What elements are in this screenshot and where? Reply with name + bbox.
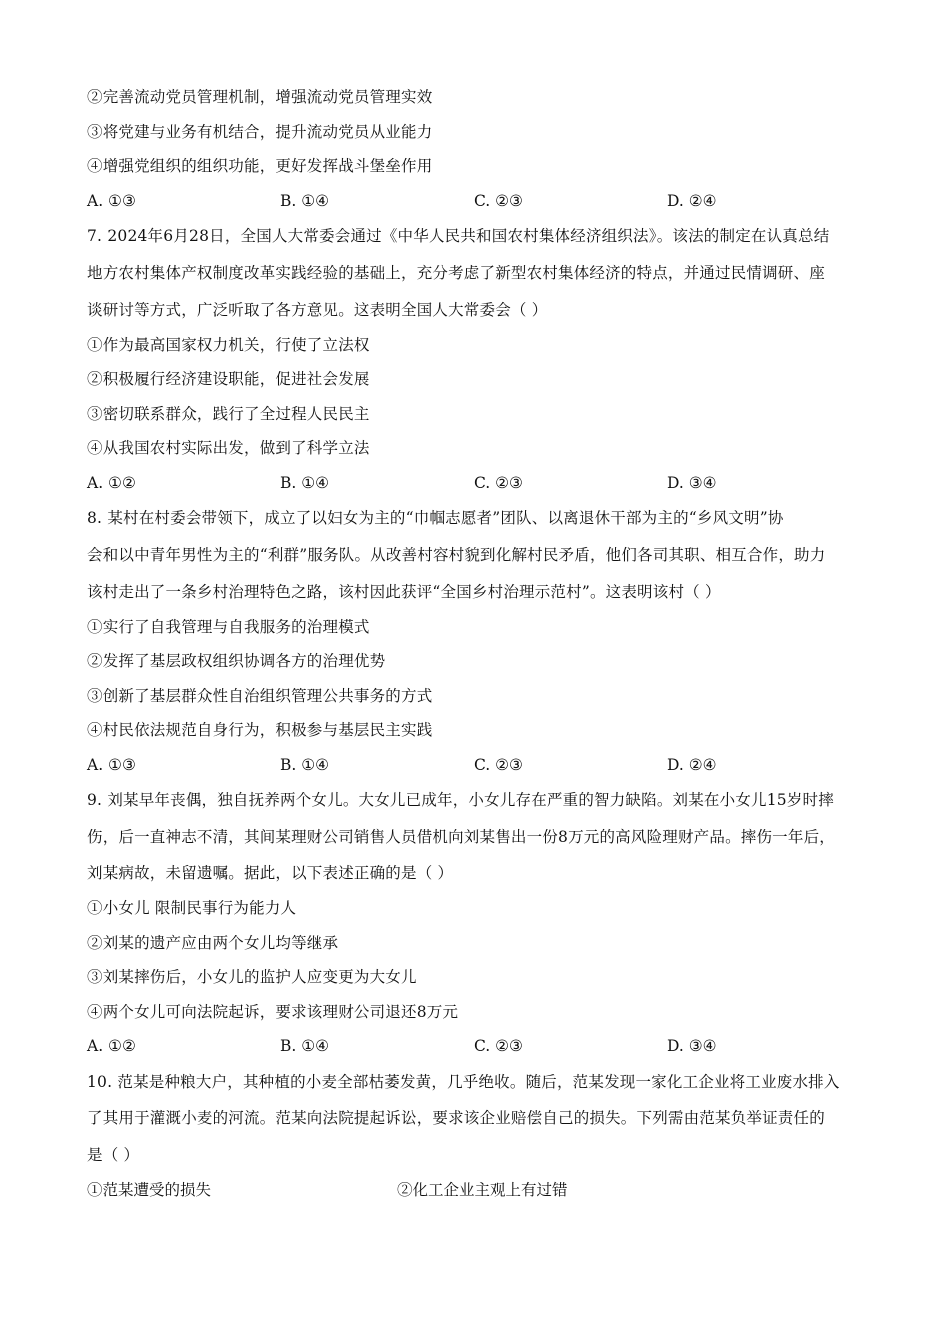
q9-option-3: ③刘某摔伤后，小女儿的监护人应变更为大女儿: [87, 968, 417, 986]
q7-stem-line-2: 地方农村集体产权制度改革实践经验的基础上，充分考虑了新型农村集体经济的特点，并通过民情调研、座: [87, 264, 825, 282]
q8-option-4: ④村民依法规范自身行为，积极参与基层民主实践: [87, 721, 433, 739]
q6-option-2: ②完善流动党员管理机制，增强流动党员管理实效: [87, 88, 433, 106]
q6-choice-b: B. ①④: [280, 192, 330, 210]
q8-choice-b: B. ①④: [280, 756, 330, 774]
q10-stem-line-2: 了其用于灌溉小麦的河流。范某向法院提起诉讼，要求该企业赔偿自己的损失。下列需由范某负举证责任的: [87, 1109, 825, 1127]
q9-option-2: ②刘某的遗产应由两个女儿均等继承: [87, 934, 339, 952]
q9-stem-line-2: 伤，后一直神志不清，其间某理财公司销售人员借机向刘某售出一份8万元的高风险理财产品。摔伤一年后，: [87, 828, 835, 846]
q10-option-1: ①范某遭受的损失: [87, 1181, 212, 1199]
q9-stem-line-1: 9. 刘某早年丧偶，独自抚养两个女儿。大女儿已成年，小女儿存在严重的智力缺陷。刘某在小女儿15岁时摔: [87, 791, 834, 809]
q8-choice-c: C. ②③: [474, 756, 523, 774]
q7-choice-a: A. ①②: [87, 474, 136, 492]
q6-choice-c: C. ②③: [474, 192, 523, 210]
q7-choice-c: C. ②③: [474, 474, 523, 492]
q7-option-1: ①作为最高国家权力机关，行使了立法权: [87, 336, 370, 354]
q7-choice-b: B. ①④: [280, 474, 330, 492]
q9-choices: [87, 1035, 867, 1057]
q9-choice-a: A. ①②: [87, 1037, 136, 1055]
q6-choices: [87, 190, 867, 212]
q8-option-1: ①实行了自我管理与自我服务的治理模式: [87, 618, 370, 636]
q7-choice-d: D. ③④: [667, 474, 717, 492]
q6-choice-a: A. ①③: [87, 192, 136, 210]
q8-choice-d: D. ②④: [667, 756, 717, 774]
q6-option-4: ④增强党组织的组织功能，更好发挥战斗堡垒作用: [87, 157, 433, 175]
q7-choices: [87, 472, 867, 494]
q7-option-3: ③密切联系群众，践行了全过程人民民主: [87, 405, 370, 423]
q8-option-3: ③创新了基层群众性自治组织管理公共事务的方式: [87, 687, 433, 705]
q7-stem-line-1: 7. 2024年6月28日，全国人大常委会通过《中华人民共和国农村集体经济组织法》。该法的制定在认真总结: [87, 227, 830, 245]
q7-option-4: ④从我国农村实际出发，做到了科学立法: [87, 439, 370, 457]
q10-stem-line-3: 是（ ）: [87, 1146, 140, 1164]
q9-option-4: ④两个女儿可向法院起诉，要求该理财公司退还8万元: [87, 1003, 459, 1021]
q10-option-2: ②化工企业主观上有过错: [397, 1181, 568, 1199]
q9-option-1: ①小女儿 限制民事行为能力人: [87, 899, 297, 917]
q9-choice-c: C. ②③: [474, 1037, 523, 1055]
q8-stem-line-3: 该村走出了一条乡村治理特色之路，该村因此获评“全国乡村治理示范村”。这表明该村（ ）: [87, 583, 721, 601]
q7-stem-line-3: 谈研讨等方式，广泛听取了各方意见。这表明全国人大常委会（ ）: [87, 301, 548, 319]
q9-stem-line-3: 刘某病故，未留遗嘱。据此，以下表述正确的是（ ）: [87, 864, 454, 882]
q6-choice-d: D. ②④: [667, 192, 717, 210]
q9-choice-d: D. ③④: [667, 1037, 717, 1055]
q8-option-2: ②发挥了基层政权组织协调各方的治理优势: [87, 652, 386, 670]
q10-options-row: [87, 1179, 867, 1201]
q8-stem-line-1: 8. 某村在村委会带领下，成立了以妇女为主的“巾帼志愿者”团队、以离退休干部为主的“乡风文明”协: [87, 509, 784, 527]
q7-option-2: ②积极履行经济建设职能，促进社会发展: [87, 370, 370, 388]
q8-choices: [87, 754, 867, 776]
q9-choice-b: B. ①④: [280, 1037, 330, 1055]
q10-stem-line-1: 10. 范某是种粮大户，其种植的小麦全部枯萎发黄，几乎绝收。随后，范某发现一家化工企业将工业废水排入: [87, 1073, 840, 1091]
q8-choice-a: A. ①③: [87, 756, 136, 774]
q8-stem-line-2: 会和以中青年男性为主的“利群”服务队。从改善村容村貌到化解村民矛盾，他们各司其职、相互合作，助力: [87, 546, 826, 564]
q6-option-3: ③将党建与业务有机结合，提升流动党员从业能力: [87, 123, 433, 141]
